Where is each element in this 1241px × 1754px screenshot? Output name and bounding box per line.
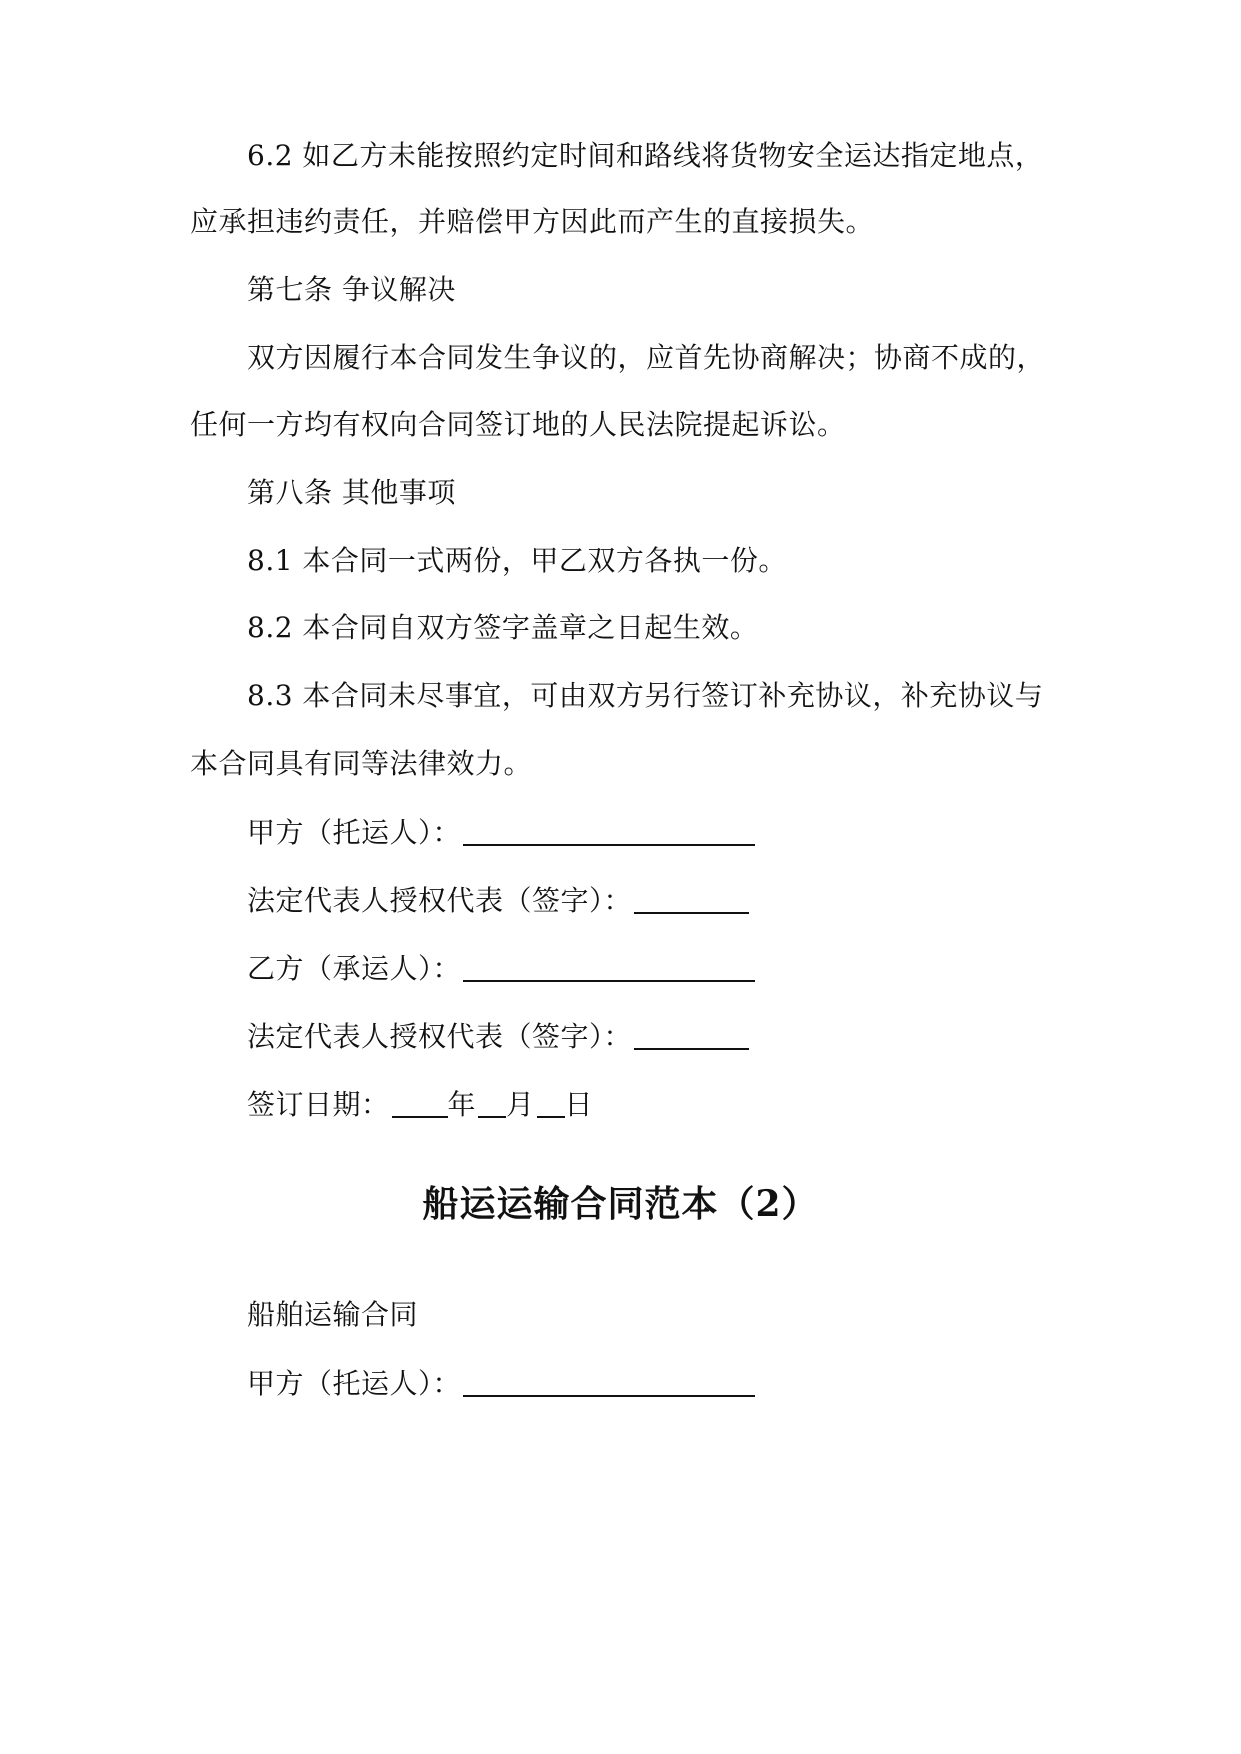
- clause-8-2: 8.2 本合同自双方签字盖章之日起生效。: [247, 611, 759, 644]
- clause-8-1: 8.1 本合同一式两份，甲乙双方各执一份。: [247, 544, 787, 577]
- party-a-rep-label: 法定代表人授权代表（签字）：: [247, 884, 633, 917]
- month-blank[interactable]: [478, 1088, 506, 1118]
- party-b-rep-signature-line: [247, 1016, 1147, 1057]
- clause-8-3-line-2: 本合同具有同等法律效力。: [190, 747, 533, 780]
- section-2-subtitle: 船舶运输合同: [247, 1298, 419, 1331]
- party-a-label: 甲方（托运人）：: [247, 816, 462, 849]
- party-b-blank[interactable]: [463, 952, 755, 982]
- clause-8-3-line-1: 8.3 本合同未尽事宜，可由双方另行签订补充协议，补充协议与: [247, 679, 1044, 712]
- year-blank[interactable]: [392, 1088, 448, 1118]
- year-label: 年: [447, 1088, 477, 1121]
- article-8-heading: 第八条 其他事项: [247, 476, 456, 509]
- party-b-rep-blank[interactable]: [634, 1020, 749, 1050]
- paragraph-6-2-line-1: 6.2 如乙方未能按照约定时间和路线将货物安全运达指定地点，: [247, 139, 1044, 172]
- dispute-paragraph-line-1: 双方因履行本合同发生争议的，应首先协商解决；协商不成的，: [247, 341, 1046, 374]
- party-b-rep-label: 法定代表人授权代表（签字）：: [247, 1020, 633, 1053]
- month-label: 月: [506, 1088, 535, 1121]
- day-blank[interactable]: [537, 1088, 565, 1118]
- dispute-paragraph-line-2: 任何一方均有权向合同签订地的人民法院提起诉讼。: [190, 408, 846, 441]
- section-2-party-a-blank[interactable]: [463, 1367, 755, 1397]
- section-2-party-a-label: 甲方（托运人）：: [247, 1367, 462, 1400]
- day-label: 日: [564, 1088, 594, 1121]
- party-a-rep-signature-line: [247, 880, 1147, 921]
- party-b-label: 乙方（承运人）：: [247, 952, 462, 985]
- party-a-signature-line: [247, 812, 1147, 853]
- section-2-party-a-line: [247, 1363, 1147, 1404]
- party-a-blank[interactable]: [463, 816, 755, 846]
- party-a-rep-blank[interactable]: [634, 884, 749, 914]
- party-b-signature-line: [247, 948, 1147, 989]
- section-2-title: 船运运输合同范本（2）: [422, 1183, 819, 1225]
- date-label: 签订日期：: [247, 1088, 390, 1121]
- paragraph-6-2-line-2: 应承担违约责任，并赔偿甲方因此而产生的直接损失。: [190, 205, 875, 238]
- signing-date-line: [247, 1084, 1147, 1125]
- article-7-heading: 第七条 争议解决: [247, 273, 456, 306]
